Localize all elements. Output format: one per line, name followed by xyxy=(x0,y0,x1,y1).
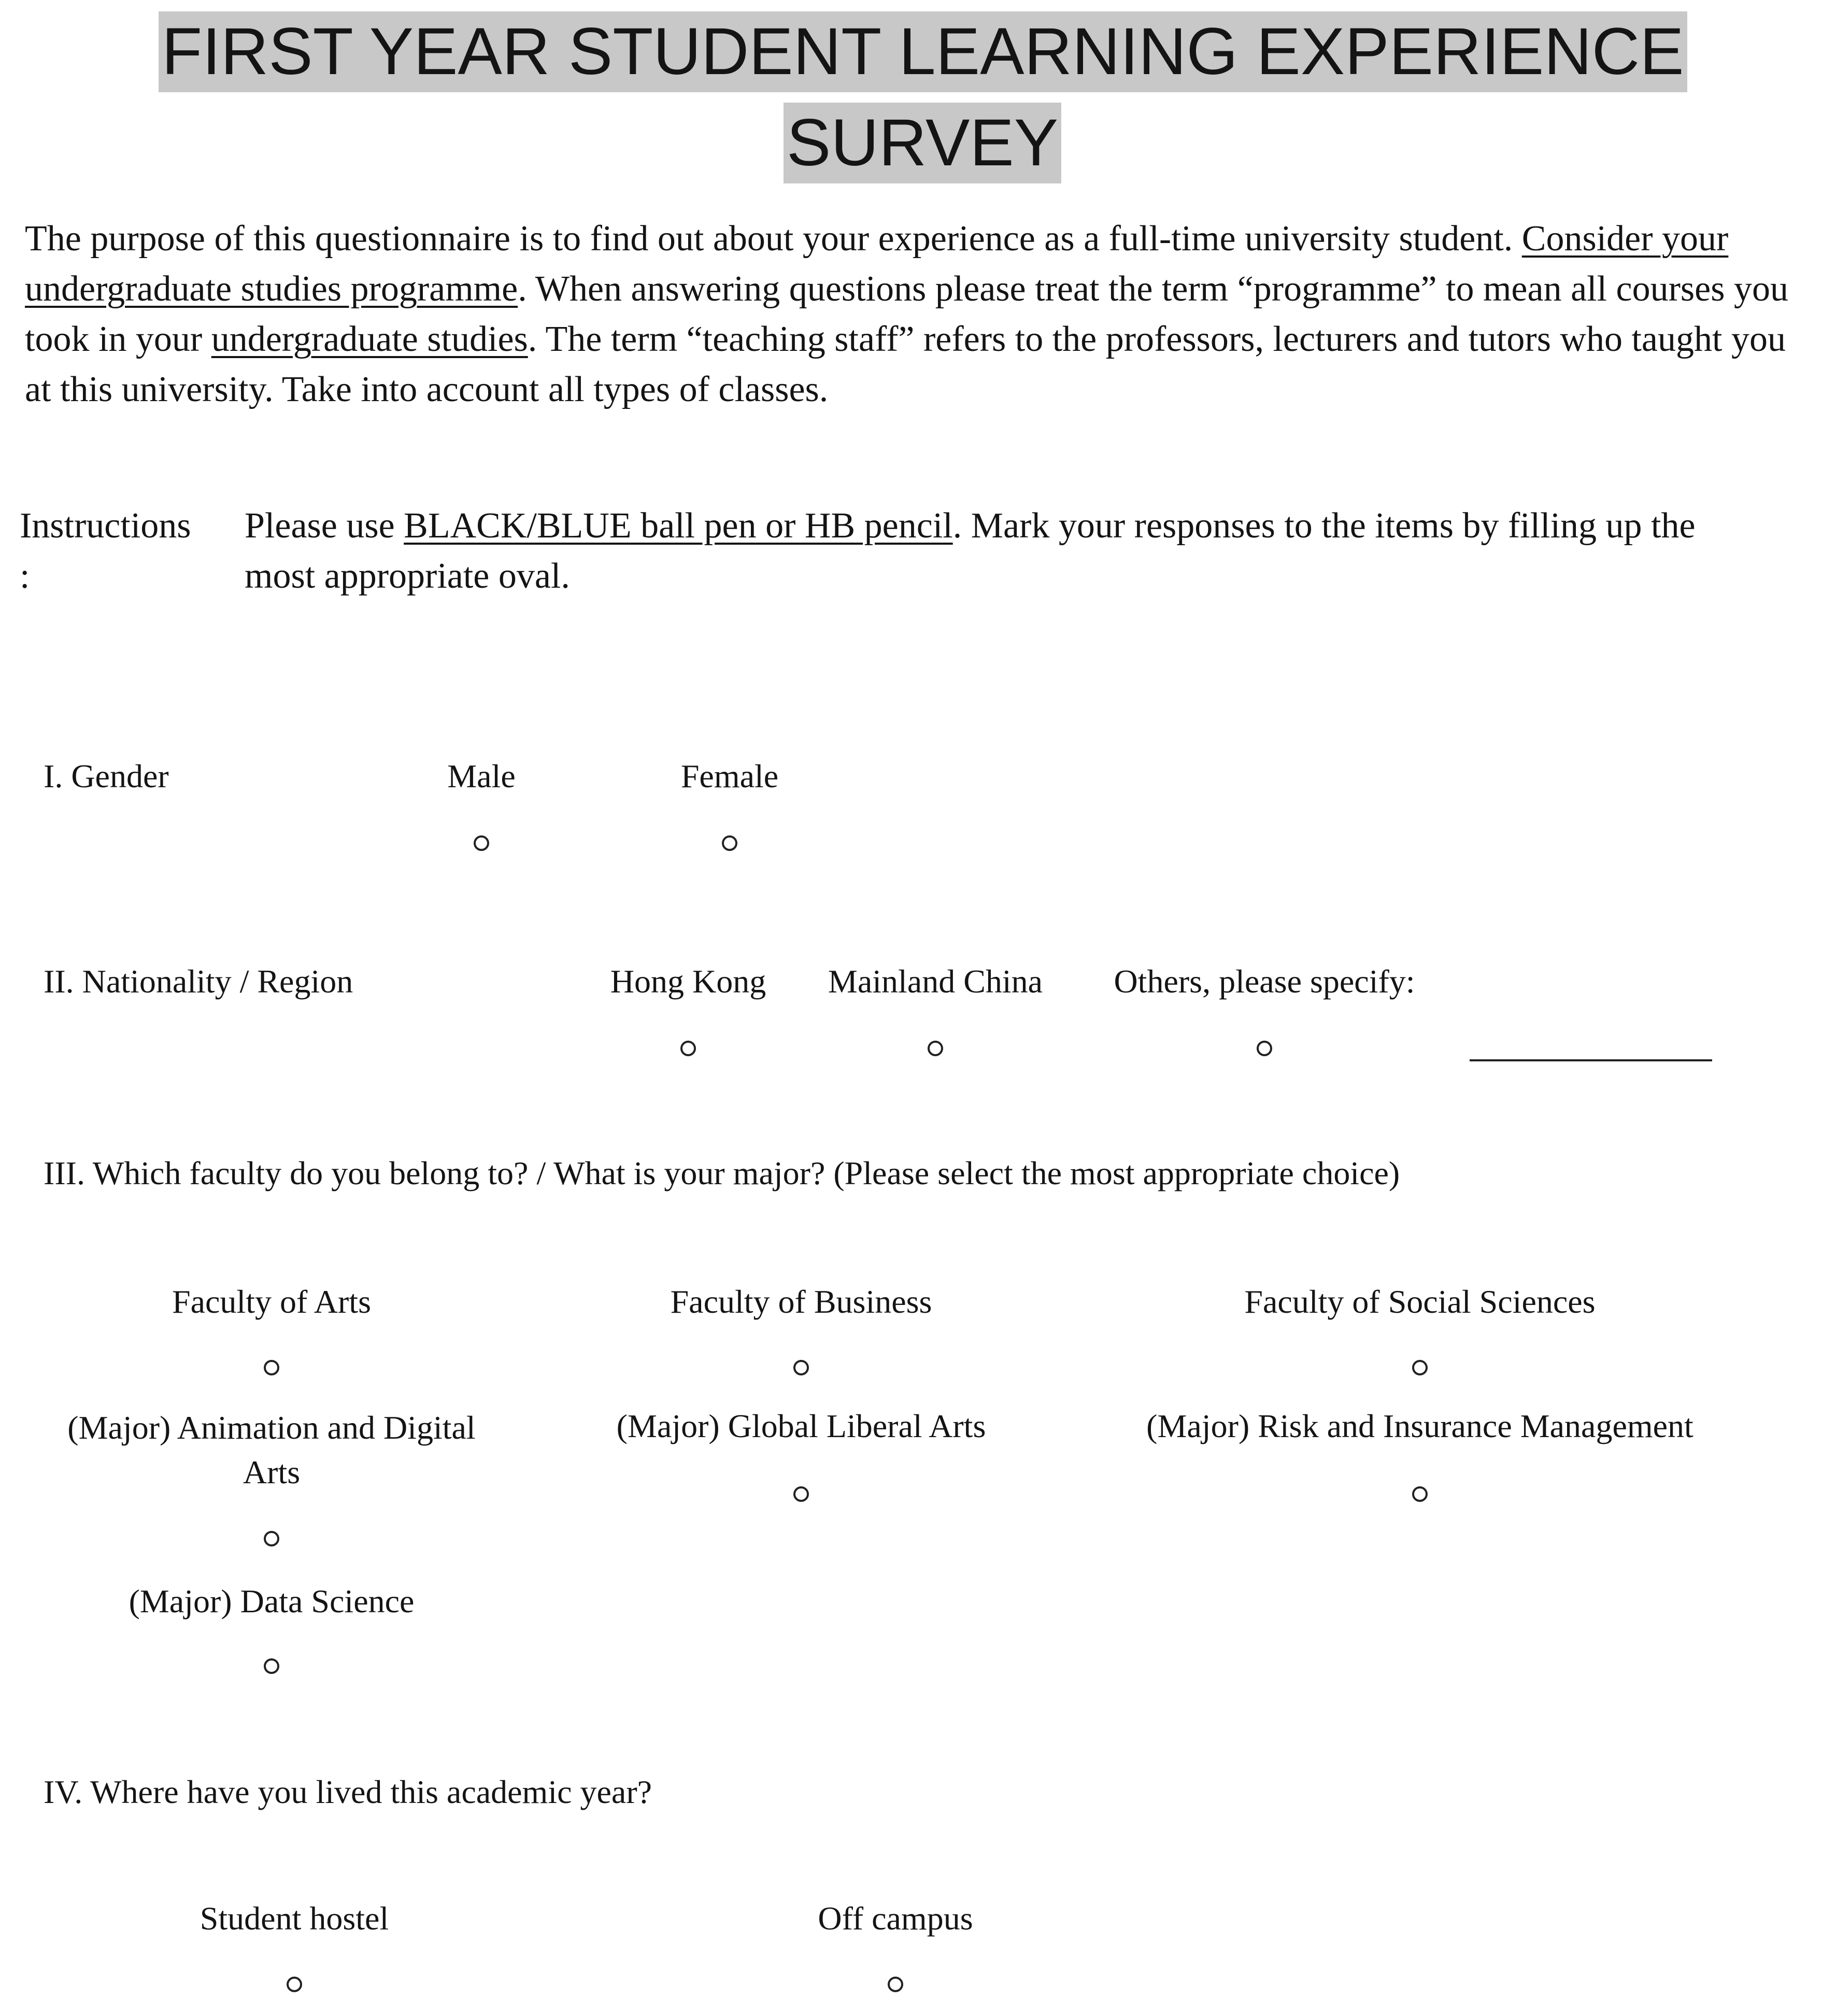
others-specify-line[interactable] xyxy=(1470,1059,1712,1061)
option-label-male: Male xyxy=(447,758,516,794)
option-label-others: Others, please specify: xyxy=(1114,963,1415,1000)
intro-underline-studies: undergraduate studies xyxy=(211,319,528,359)
option-label-hong-kong: Hong Kong xyxy=(610,963,766,1000)
option-label-off-campus: Off campus xyxy=(818,1900,973,1937)
oval-male[interactable] xyxy=(474,835,489,851)
oval-mainland-china[interactable] xyxy=(928,1041,943,1056)
oval-female[interactable] xyxy=(722,835,737,851)
intro-text-1: The purpose of this questionnaire is to find out about your experience as a full-time university student. xyxy=(25,219,1522,259)
question-faculty-major: III. Which faculty do you belong to? / What is your major? (Please select the most appropriate choice) xyxy=(44,1155,1400,1191)
oval-student-hostel[interactable] xyxy=(287,1977,302,1992)
option-label-student-hostel: Student hostel xyxy=(200,1900,389,1937)
option-label-major-risk-insurance: (Major) Risk and Insurance Management xyxy=(1146,1408,1693,1444)
instructions-text xyxy=(245,501,1758,601)
instructions-text-2: . Mark your responses to the items by filling up the most appropriate oval. xyxy=(245,506,1696,596)
oval-others[interactable] xyxy=(1257,1041,1272,1056)
instructions-colon: : xyxy=(20,556,30,596)
intro-text-3: . The term “teaching staff” refers to the professors, lecturers and tutors who taught you at this university. Take into account all types of classes. xyxy=(25,319,1786,409)
question-residence: IV. Where have you lived this academic year? xyxy=(44,1773,652,1810)
oval-faculty-arts[interactable] xyxy=(264,1360,279,1375)
survey-title-line-1: FIRST YEAR STUDENT LEARNING EXPERIENCE xyxy=(159,11,1687,92)
survey-title-line-2: SURVEY xyxy=(784,103,1061,183)
option-label-female: Female xyxy=(680,758,779,794)
option-label-major-animation: (Major) Animation and Digital Arts xyxy=(67,1409,476,1490)
option-label-major-global-liberal-arts: (Major) Global Liberal Arts xyxy=(616,1408,986,1444)
option-label-mainland-china: Mainland China xyxy=(828,963,1043,1000)
oval-major-data-science[interactable] xyxy=(264,1658,279,1674)
oval-hong-kong[interactable] xyxy=(680,1041,696,1056)
option-label-faculty-business: Faculty of Business xyxy=(670,1283,932,1320)
intro-text-2: . When answering questions please treat the term “programme” to mean all courses you took in your xyxy=(25,269,1788,359)
option-label-faculty-arts: Faculty of Arts xyxy=(172,1283,371,1320)
oval-major-risk-insurance[interactable] xyxy=(1412,1486,1428,1502)
option-label-major-data-science: (Major) Data Science xyxy=(129,1583,415,1620)
oval-faculty-business[interactable] xyxy=(793,1360,809,1375)
instructions-text-1: Please use xyxy=(245,506,404,546)
instructions-label-text: Instructions xyxy=(20,506,191,546)
option-label-faculty-social-sciences: Faculty of Social Sciences xyxy=(1244,1283,1596,1320)
intro-underline-programme: Consider your undergraduate studies programme xyxy=(25,219,1729,309)
oval-faculty-social-sciences[interactable] xyxy=(1412,1360,1428,1375)
question-nationality: II. Nationality / Region xyxy=(44,963,353,1000)
instructions-label xyxy=(20,501,227,601)
oval-major-global-liberal-arts[interactable] xyxy=(793,1486,809,1502)
question-gender: I. Gender xyxy=(44,758,169,794)
oval-off-campus[interactable] xyxy=(888,1977,903,1992)
oval-major-animation[interactable] xyxy=(264,1531,279,1546)
intro-paragraph xyxy=(25,214,1807,415)
instructions-pen-emphasis: BLACK/BLUE ball pen or HB pencil xyxy=(404,506,953,546)
